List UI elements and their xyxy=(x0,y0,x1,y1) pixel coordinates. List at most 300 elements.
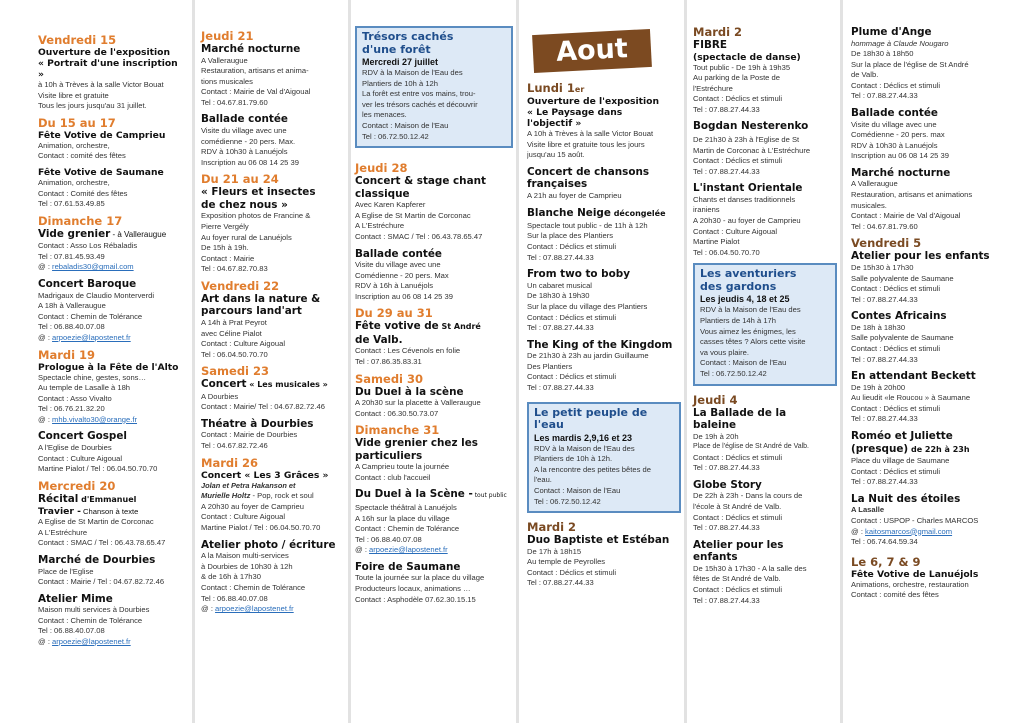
event-detail: Visite du village avec une xyxy=(201,125,287,135)
event-detail: A Valleraugue xyxy=(201,55,248,65)
event-detail: Place du village de Saumane xyxy=(851,456,950,466)
event-detail: Spectacle tout public - de 11h à 12h xyxy=(527,220,648,230)
email-line xyxy=(355,545,513,556)
event-title: Concert Gospel xyxy=(38,430,127,443)
event-title-suffix: de 22h à 23h xyxy=(908,444,970,454)
box-title: l'eau xyxy=(534,418,564,432)
event-detail: RDV à 10h30 à Lanuéjols xyxy=(851,140,938,150)
event-detail: Au lieudit «le Roucou » à Saumane xyxy=(851,393,971,403)
event-detail: Inscription au 06 08 14 25 39 xyxy=(851,151,949,161)
event-title: Atelier photo / écriture xyxy=(201,538,336,551)
column-2 xyxy=(192,0,348,723)
event-detail: A 10h à Trèves à la salle Victor Bouat xyxy=(527,129,654,138)
event-performers xyxy=(201,491,345,502)
event-title-suffix: Chanson à texte xyxy=(80,507,139,517)
event-detail: Contact : Déclics et stimuli xyxy=(527,567,617,577)
event-detail: Contact : Déclics et stimuli xyxy=(851,80,941,90)
event-detail: Contact : Chemin de Tolérance xyxy=(355,524,460,534)
event-title: « Fleurs et insectes xyxy=(201,186,316,199)
event-title: Prologue à la Fête de l'Alto xyxy=(38,361,179,373)
event-title: Contes Africains xyxy=(851,310,947,323)
event-detail: Contact : Culture Aigoual xyxy=(201,512,286,522)
event xyxy=(527,534,681,589)
event-title-main: Fête votive de xyxy=(355,320,439,333)
event-detail: Tel : 07.88.27.44.33 xyxy=(693,523,760,533)
event xyxy=(38,554,186,588)
event-detail: jusqu'au 15 août. xyxy=(527,150,585,160)
date-heading: Samedi 30 xyxy=(355,371,424,386)
event-detail: Au foyer rural de Lanuéjols xyxy=(201,232,292,242)
event-detail: Salle polyvalente de Saumane xyxy=(851,333,954,343)
event xyxy=(38,47,186,112)
event xyxy=(355,320,513,367)
event-detail: Animations, orchestre, restauration xyxy=(851,579,969,589)
event xyxy=(851,493,1020,548)
event-detail: Restauration, artisans et anima- xyxy=(201,66,309,76)
event-title: La Ballade de la xyxy=(693,406,787,419)
event xyxy=(851,430,1020,488)
event-title: particuliers xyxy=(355,449,423,462)
box-detail: va vous plaire. xyxy=(700,347,749,357)
event xyxy=(201,293,345,360)
event xyxy=(355,561,513,605)
at-label: @ : xyxy=(38,414,53,424)
event-title: parcours land'art xyxy=(201,305,302,318)
event-title: Du Duel à la scène xyxy=(355,385,464,398)
box-detail: Contact : Maison de l'Eau xyxy=(362,120,449,130)
event xyxy=(527,268,681,333)
date-heading: Mardi 26 xyxy=(201,455,259,470)
event-detail: l'école à St André de Valb. xyxy=(693,502,782,512)
event-detail: De 19h à 20h xyxy=(693,431,739,441)
event-detail: Tel : 07.88.27.44.33 xyxy=(527,578,594,588)
event xyxy=(38,362,186,426)
event-title: L'instant Orientale xyxy=(693,182,803,195)
box-title: Trésors cachés xyxy=(362,30,454,43)
date-heading: Vendredi 5 xyxy=(851,236,922,251)
event-detail: Tel : 07.88.27.44.33 xyxy=(851,354,918,364)
event-detail: Tel : 07.88.27.44.33 xyxy=(851,477,918,487)
event-detail: De 21h30 à 23h à l'Eglise de St xyxy=(693,134,800,144)
highlight-box xyxy=(693,263,837,385)
event-title xyxy=(355,488,513,503)
event-detail: A 20h30 au foyer de Camprieu xyxy=(201,501,305,511)
box-detail: Tel : 06.72.50.12.42 xyxy=(700,368,767,378)
event-detail: Sur la place de l'église de St André xyxy=(851,59,969,69)
event-title: de chez nous » xyxy=(201,198,288,211)
event-detail: Sur la place du village des Plantiers xyxy=(527,301,648,311)
event-detail: Contact : Déclics et stimuli xyxy=(527,372,617,382)
event-detail: Tel : 06.88.40.07.08 xyxy=(355,534,422,544)
event xyxy=(38,593,186,648)
event-detail: De 18h à 18h30 xyxy=(851,322,906,332)
event-detail: Animation, orchestre, xyxy=(38,177,110,187)
date-heading: Samedi 23 xyxy=(201,364,270,379)
event-title-main: Vide grenier xyxy=(38,227,111,240)
event xyxy=(851,370,1020,425)
event-detail: Maison multi services à Dourbies xyxy=(38,605,150,615)
event-title: Ballade contée xyxy=(355,247,442,260)
email-link[interactable]: arpoezie@lapostenet.fr xyxy=(369,545,448,555)
event-detail: Tel : 07.88.27.44.33 xyxy=(851,414,918,424)
event-detail: Tel : 07.88.27.44.33 xyxy=(693,595,760,605)
at-label: @ : xyxy=(851,526,866,536)
event xyxy=(201,378,345,413)
event-detail: Contact : USPOP - Charles MARCOS xyxy=(851,515,979,525)
date-heading: Mardi 2 xyxy=(527,520,577,535)
event-title-suffix: « Les musicales » xyxy=(246,380,328,390)
box-title: Le petit peuple de xyxy=(534,405,648,419)
column-4 xyxy=(516,0,684,723)
event-title: Marché nocturne xyxy=(851,166,951,179)
event-title: Ouverture de l'exposition xyxy=(38,47,171,58)
event-detail: Spectacle théâtral à Lanuéjols xyxy=(355,502,457,512)
event-detail: Tel : 04.67.81.79.60 xyxy=(851,221,918,231)
event-detail: Contact : comité des fêtes xyxy=(38,151,126,161)
event-detail: l'Estréchure xyxy=(693,83,733,93)
event-detail: Tel : 06.74.64.59.34 xyxy=(851,537,918,547)
event-detail: Contact : Mairie de Dourbies xyxy=(201,430,298,440)
event-title: Fête Votive de Camprieu xyxy=(38,129,166,141)
event xyxy=(38,130,186,162)
event-detail: comédienne - 20 pers. Max. xyxy=(201,136,296,146)
event-detail: musicales. xyxy=(851,200,887,210)
event-detail: Contact : Mairie / Tel : 04.67.82.72.46 xyxy=(38,577,165,587)
event-title: Marché nocturne xyxy=(201,43,301,55)
event-title-suffix: tout public xyxy=(472,492,507,500)
event xyxy=(355,437,513,483)
event-detail: A Dourbies xyxy=(201,391,239,401)
box-detail: RDV à la Maison de l'Eau des xyxy=(534,443,635,453)
event-detail: Visite du village avec une xyxy=(851,119,937,129)
event xyxy=(201,470,345,534)
email-link[interactable]: mhb.vivalto30@orange.fr xyxy=(52,414,138,424)
date-heading: Du 29 au 31 xyxy=(355,306,433,321)
event xyxy=(201,539,345,615)
box-detail: les menaces. xyxy=(362,110,407,120)
event-title: Atelier pour les enfants xyxy=(851,250,990,263)
event-title: (spectacle de danse) xyxy=(693,51,801,63)
event-subtitle: hommage à Claude Nougaro xyxy=(851,38,949,48)
event-title xyxy=(38,493,186,507)
event-title: Roméo et Juliette xyxy=(851,430,953,443)
event xyxy=(201,43,345,108)
event-detail: Contact : Mairie de Val d'Aigoual xyxy=(201,87,311,97)
event xyxy=(38,167,186,210)
box-subtitle: Les mardis 2,9,16 et 23 xyxy=(534,432,633,443)
event-detail: Pierre Vergély xyxy=(201,221,249,231)
event xyxy=(38,493,186,549)
event-detail: Comédienne - 20 pers. max xyxy=(851,130,945,140)
event-detail: A Camprieu toute la journée xyxy=(355,462,450,472)
email-line xyxy=(38,262,186,273)
event-detail: iraniens xyxy=(693,205,720,215)
date-heading: Jeudi 28 xyxy=(355,161,408,176)
box-detail: Tel : 06.72.50.12.42 xyxy=(362,131,429,141)
event-title-main: Travier - xyxy=(38,506,81,518)
event xyxy=(693,539,837,606)
event-title xyxy=(851,443,1020,457)
event-detail: Tout public - De 19h à 19h35 xyxy=(693,62,791,72)
event-detail: Tel : 07.88.27.44.33 xyxy=(851,294,918,304)
column-1 xyxy=(0,0,190,723)
event-detail: Contact : Culture Aigoual xyxy=(693,226,778,236)
event-detail: Contact : Asso Vivalto xyxy=(38,393,112,403)
event-detail: Contact : Culture Aigoual xyxy=(38,453,123,463)
column-5 xyxy=(684,0,840,723)
event-title: Art dans la nature & xyxy=(201,292,321,305)
event-title: La Nuit des étoiles xyxy=(851,492,961,505)
event-detail: A 20h30 - au foyer de Camprieu xyxy=(693,216,801,226)
event-title: « Portrait d'une inscription » xyxy=(38,58,178,80)
event-title: Fête Votive de Lanuéjols xyxy=(851,568,979,580)
event-detail: Contact : Mairie xyxy=(201,253,255,263)
event-detail: Martine Pialot xyxy=(693,237,740,247)
event-detail: Inscription au 06 08 14 25 39 xyxy=(201,157,299,167)
event-detail: Tel : 06.88.40.07.08 xyxy=(38,322,105,332)
event-detail: Visite libre et gratuite tous les jours xyxy=(527,139,645,149)
event xyxy=(201,113,345,168)
event-detail: Martine Pialot / Tel : 06.04.50.70.70 xyxy=(201,523,321,533)
event-detail: A 16h sur la place du village xyxy=(355,513,450,523)
event xyxy=(851,310,1020,365)
event-detail: Visite du village avec une xyxy=(355,260,441,270)
box-detail: Vous aimez les énigmes, les xyxy=(700,326,796,336)
email-link[interactable]: kaitosmarcos@gmail.com xyxy=(865,526,953,536)
event-title: Duo Baptiste et Estéban xyxy=(527,534,670,547)
event-title: Concert « Les 3 Grâces » xyxy=(201,469,329,481)
event xyxy=(38,278,186,343)
event-title: classique xyxy=(355,187,410,200)
event-detail: De 21h30 à 23h au jardin Guillaume xyxy=(527,351,649,361)
event-detail: Place de l'Eglise xyxy=(38,566,94,576)
email-link[interactable]: arpoezie@lapostenet.fr xyxy=(215,604,294,614)
performer-name: Murielle Holtz xyxy=(201,491,251,501)
event xyxy=(201,186,345,275)
event-detail: Contact : Chemin de Tolérance xyxy=(201,582,306,592)
box-subtitle: Mercredi 27 juillet xyxy=(362,57,439,67)
box-detail: Contact : Maison de l'Eau xyxy=(700,358,787,368)
event-title: Globe Story xyxy=(693,478,762,491)
event-detail: Contact : Asphodèle 07.62.30.15.15 xyxy=(355,594,476,604)
event xyxy=(201,418,345,452)
event-detail: A 14h à Prat Peyrot xyxy=(201,317,267,327)
event-detail: Tel : 06.04.50.70.70 xyxy=(693,247,760,257)
box-detail: RDV à la Maison de l'Eau des xyxy=(362,68,463,77)
event xyxy=(527,207,681,263)
box-subtitle: Les jeudis 4, 18 et 25 xyxy=(700,294,790,305)
event-title-main: Concert xyxy=(201,378,247,391)
event-title: Atelier pour les xyxy=(693,538,784,551)
month-banner: Aout xyxy=(532,29,652,73)
event-detail: Contact : Déclics et stimuli xyxy=(693,156,783,166)
event-detail: Contact : Déclics et stimuli xyxy=(527,242,617,252)
event-detail: De 17h à 18h15 xyxy=(527,546,582,556)
event-detail: Au temple de Peyrolles xyxy=(527,557,606,567)
event-detail: Contact : Asso Los Rébaladis xyxy=(38,241,138,251)
event-detail: Tel : 06.04.50.70.70 xyxy=(201,349,268,359)
box-detail: casses têtes ? Alors cette visite xyxy=(700,337,806,347)
event-detail: Contact : comité des fêtes xyxy=(851,590,939,600)
event xyxy=(851,107,1020,162)
event-detail: Toute la journée sur la place du village xyxy=(355,573,485,583)
event-detail: A l'Eglise de Dourbies xyxy=(38,442,112,452)
event-title: Atelier Mime xyxy=(38,592,113,605)
event xyxy=(355,175,513,242)
event xyxy=(38,430,186,474)
event xyxy=(693,182,837,258)
event-title: Vide grenier chez les xyxy=(355,437,478,450)
event-title: Ballade contée xyxy=(851,107,938,120)
date-heading: Du 15 au 17 xyxy=(38,115,116,130)
event-detail: A 20h30 sur la placette à Valleraugue xyxy=(355,398,481,408)
event xyxy=(38,228,186,273)
box-detail: La forêt est entre vos mains, trou- xyxy=(362,89,476,99)
event-detail: Contact : Culture Aigoual xyxy=(201,339,286,349)
event-title xyxy=(38,228,186,242)
event xyxy=(355,386,513,420)
event-detail: A L'Estréchure xyxy=(355,221,405,231)
at-label: @ : xyxy=(38,637,53,646)
box-detail: Plantiers de 14h à 17h xyxy=(700,316,776,325)
event xyxy=(527,166,681,202)
date-heading xyxy=(527,82,681,96)
event-detail: Contact : Mairie de Val d'Aigoual xyxy=(851,211,961,221)
event-detail: De 15h30 à 17h30 xyxy=(851,262,914,272)
event xyxy=(355,488,513,555)
event-title-main: Récital xyxy=(38,492,79,505)
event-title xyxy=(527,207,681,221)
at-label: @ : xyxy=(38,262,53,272)
event-detail: Restauration, artisans et animations xyxy=(851,190,973,200)
event-title: baleine xyxy=(693,419,737,432)
event-detail: Des Plantiers xyxy=(527,361,573,371)
event-title-main: Du Duel à la Scène - xyxy=(355,488,473,501)
event-detail: à 10h à Trèves à la salle Victor Bouat xyxy=(38,80,164,89)
event-detail: Contact : Chemin de Tolérance xyxy=(38,615,143,625)
event-detail: De 15h30 à 17h30 - A la salle des xyxy=(693,563,807,573)
box-detail: Contact : Maison de l'Eau xyxy=(534,485,621,495)
event-detail: Tous les jours jusqu'au 31 juillet. xyxy=(38,101,147,111)
event-title xyxy=(201,378,345,392)
event-detail: Tel : 07.88.27.44.33 xyxy=(527,252,594,262)
event-detail: Tel : 07.88.27.44.33 xyxy=(851,91,918,101)
box-title: d'une forêt xyxy=(362,42,431,56)
event-title: Fête Votive de Saumane xyxy=(38,166,164,178)
date-heading: Dimanche 17 xyxy=(38,213,123,228)
event-title: Ballade contée xyxy=(201,113,288,126)
column-3 xyxy=(348,0,516,723)
event-detail: Comédienne - 20 pers. Max xyxy=(355,270,449,280)
email-link[interactable]: arpoezie@lapostenet.fr xyxy=(52,637,131,646)
event-detail: Tel : 07.88.27.44.33 xyxy=(527,383,594,392)
event-detail: Contact : SMAC / Tel : 06.43.78.65.47 xyxy=(38,538,166,548)
event-title: enfants xyxy=(693,551,738,564)
event-title xyxy=(38,506,186,517)
event-detail: avec Céline Pialot xyxy=(201,328,262,338)
box-detail: ver les trésors cachés et découvrir xyxy=(362,99,478,109)
event-detail: Tel : 07.86.35.83.31 xyxy=(355,357,422,366)
event-title-suffix: St André xyxy=(438,322,481,332)
event-title-suffix: décongelée xyxy=(610,209,666,219)
email-line xyxy=(201,604,345,615)
event-detail: Contact : Déclics et stimuli xyxy=(693,94,783,104)
event-detail: Contact : Déclics et stimuli xyxy=(851,284,941,294)
event-detail: De 18h30 à 18h50 xyxy=(851,49,914,59)
event-detail: Contact : Déclics et stimuli xyxy=(693,585,783,594)
event-detail: Contact : 06.30.50.73.07 xyxy=(355,408,439,418)
event-detail: Contact : SMAC / Tel : 06.43.78.65.47 xyxy=(355,231,483,241)
date-heading: Dimanche 31 xyxy=(355,423,440,438)
date-heading: Mercredi 20 xyxy=(38,478,116,493)
event-detail: Contact : Déclics et stimuli xyxy=(851,466,941,476)
event-detail: Place de l'église de St André de Valb. xyxy=(693,443,810,451)
event-detail: Au temple de Lasalle à 18h xyxy=(38,383,131,393)
event-detail: RDV à 10h30 à Lanuéjols xyxy=(201,147,288,157)
event-detail: Tel : 07.81.45.93.49 xyxy=(38,251,105,261)
event-detail: Tel : 04.67.82.72.46 xyxy=(201,441,268,451)
box-title: Les aventuriers xyxy=(700,267,797,281)
event-detail: Tel : 04.67.82.70.83 xyxy=(201,264,268,274)
event-title-main: (presque) xyxy=(851,442,909,455)
event-title: From two to boby xyxy=(527,268,630,281)
event-title: Concert & stage chant xyxy=(355,175,486,188)
event xyxy=(851,167,1020,232)
event-detail: A Valleraugue xyxy=(851,179,898,189)
event xyxy=(693,407,837,474)
event-detail: A Eglise de St Martin de Corconac xyxy=(38,517,154,527)
event xyxy=(693,479,837,534)
event-detail: De 15h à 19h. xyxy=(201,243,249,253)
event-title: de Valb. xyxy=(355,333,403,346)
box-detail: Plantiers de 10h à 12h. xyxy=(534,454,613,464)
event xyxy=(355,248,513,303)
event-detail: fêtes de St André de Valb. xyxy=(693,574,781,584)
event xyxy=(693,120,837,177)
event xyxy=(693,39,837,115)
event-genre: - Pop, rock et soul xyxy=(250,491,314,501)
event-title: Ouverture de l'exposition xyxy=(527,96,660,107)
event-detail: Contact : Déclics et stimuli xyxy=(693,452,783,462)
event-title-main: Blanche Neige xyxy=(527,207,611,220)
event-detail: Tel : 07.61.53.49.85 xyxy=(38,199,105,209)
event-detail: Tel : 07.88.27.44.33 xyxy=(527,323,594,333)
event-title: FIBRE xyxy=(693,39,727,51)
email-link[interactable]: rebaladis30@gmail.com xyxy=(52,262,134,272)
event-detail: & de 16h à 17h30 xyxy=(201,572,261,582)
event-title: The King of the Kingdom xyxy=(527,338,673,351)
date-heading: Mardi 2 xyxy=(693,25,743,39)
event-location: A Lasalle xyxy=(851,505,885,515)
event-detail: Contact : Déclics et stimuli xyxy=(527,312,617,322)
date-heading: Mardi 19 xyxy=(38,347,96,362)
event xyxy=(527,339,681,394)
event-detail: Au parking de la Poste de xyxy=(693,73,780,83)
event-detail: tions musicales xyxy=(201,76,253,86)
event-detail: Tel : 07.88.27.44.33 xyxy=(693,104,760,114)
email-link[interactable]: arpoezie@lapostenet.fr xyxy=(52,332,131,342)
at-label: @ : xyxy=(38,332,53,342)
event-detail: Chants et danses traditionnels xyxy=(693,194,796,204)
event-detail: Contact : Déclics et stimuli xyxy=(851,403,941,413)
event-title: Concert Baroque xyxy=(38,278,137,291)
highlight-box xyxy=(527,402,681,514)
event-detail: Un cabaret musical xyxy=(527,280,592,290)
event-detail: Contact : Chemin de Tolérance xyxy=(38,311,143,321)
event-title xyxy=(355,320,513,334)
event-detail: Tel : 04.67.81.79.60 xyxy=(201,97,268,107)
event-detail: De 22h à 23h - Dans la cours de xyxy=(693,491,803,501)
